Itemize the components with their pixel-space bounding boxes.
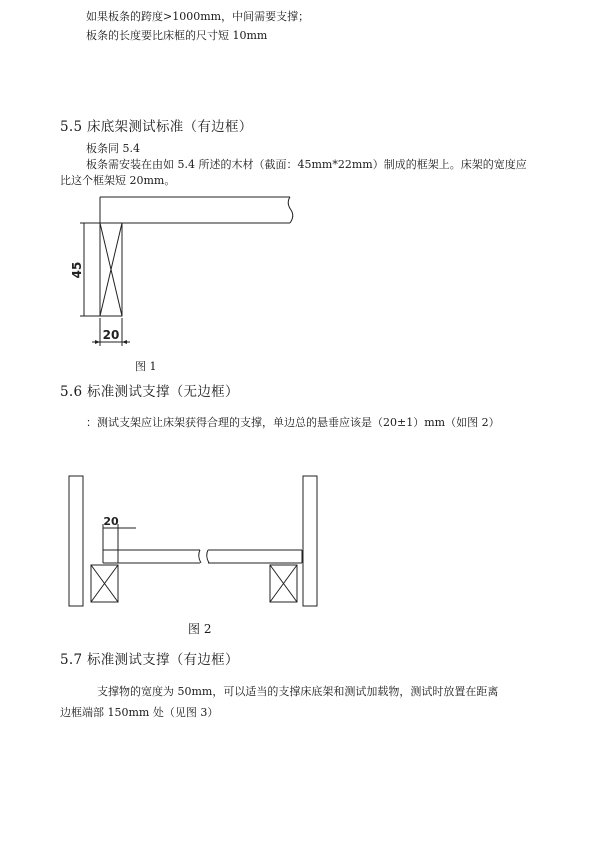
section-5-5-line-2: 板条需安装在由如 5.4 所述的木材（截面：45mm*22mm）制成的框架上。床架的宽度应 [86, 158, 527, 171]
figure-2-dim-line [103, 524, 136, 563]
intro-line-1: 如果板条的跨度>1000mm，中间需要支撑； [86, 10, 310, 23]
figure-2-caption: 图 2 [188, 622, 212, 636]
figure-2-right-frame [303, 476, 317, 606]
section-5-6-line-1: ：测试支架应让床架获得合理的支撑，单边总的悬垂应该是（20±1）mm（如图 2） [86, 416, 500, 429]
figure-2-dim-label: 20 [103, 515, 119, 528]
section-5-5-heading: 5.5 床底架测试标准（有边框） [60, 119, 253, 135]
figure-2-slat-break [199, 550, 209, 563]
section-5-7-line-1: 支撑物的宽度为 50mm，可以适当的支撑床底架和测试加载物，测试时放置在距离 [97, 685, 499, 698]
section-5-7-line-2: 边框端部 150mm 处（见图 3） [60, 706, 219, 719]
section-5-5-line-1: 板条同 5.4 [86, 142, 140, 155]
figure-2-left-frame [69, 476, 83, 606]
section-5-6-heading: 5.6 标准测试支撑（无边框） [60, 384, 239, 400]
figure-2-slat [103, 550, 302, 563]
section-5-5-line-3: 比这个框架短 20mm。 [60, 174, 176, 187]
figure-1-caption: 图 1 [135, 360, 157, 373]
figure-1-height-label: 45 [70, 261, 84, 279]
intro-line-2: 板条的长度要比床框的尺寸短 10mm [86, 29, 268, 42]
section-5-7-heading: 5.7 标准测试支撑（有边框） [60, 652, 239, 668]
figure-1-width-label: 20 [102, 328, 120, 342]
